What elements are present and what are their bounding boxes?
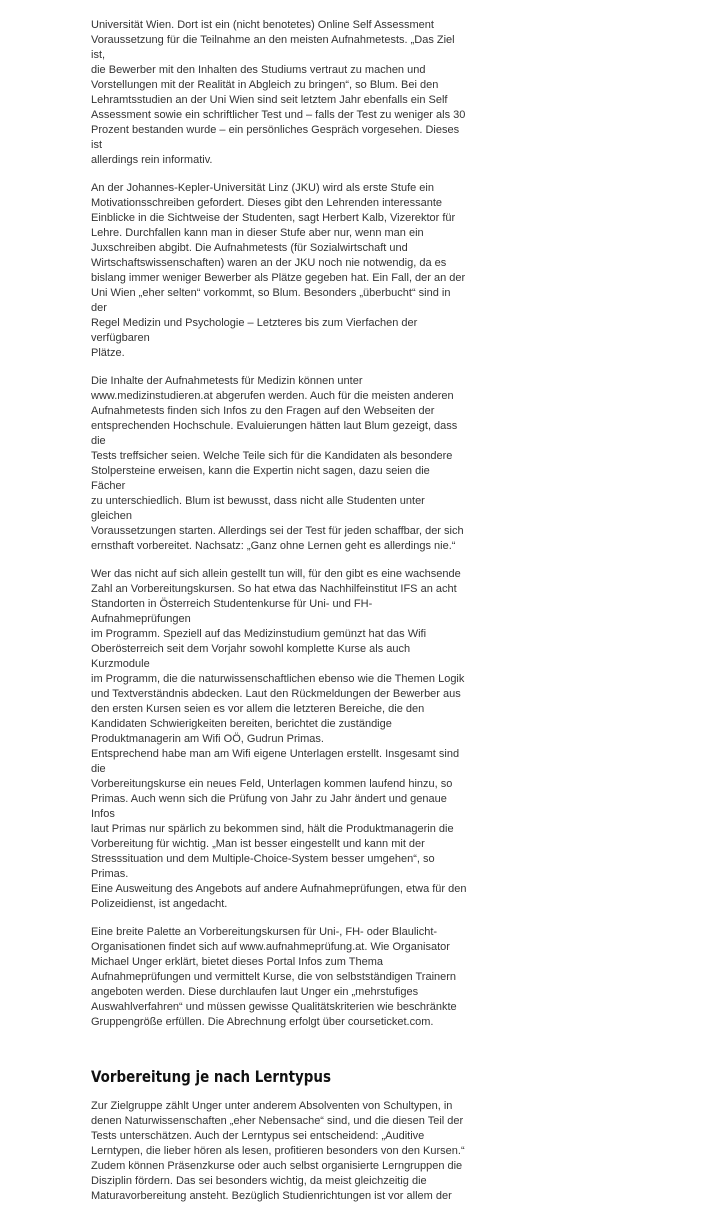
- paragraph-medizin-tests: Die Inhalte der Aufnahmetests für Medizin können unter www.medizinstudieren.at abgerufen werden. Auch für die meisten anderen Aufnahmetests finden sich Infos zu den Fragen auf den Webseiten der entsprechenden Hochschule. Evaluierungen hätten laut Blum gezeigt, dass die Tests treffsicher seien. Welche Teile sich für die Kandidaten als besondere Stolpersteine erweisen, kann die Expertin nicht sagen, dazu seien die Fächer zu unterschiedlich. Blum ist bewusst, dass nicht alle Studenten unter gleichen Voraussetzungen starten. Allerdings sei der Test für jeden schaffbar, der sich ernsthaft vorbereitet. Nachsatz: „Ganz ohne Lernen geht es allerdings nie.“: [91, 375, 464, 552]
- article-body: [91, 18, 467, 1217]
- paragraph-vorbereitungskurse: Wer das nicht auf sich allein gestellt tun will, für den gibt es eine wachsende Zahl an Vorbereitungskursen. So hat etwa das Nachhilfeinstitut IFS an acht Standorten in Österreich Studentenkurse für Uni- und FH-Aufnahmeprüfungen im Programm. Speziell auf das Medizinstudium gemünzt hat das Wifi Oberösterreich seit dem Vorjahr sowohl komplette Kurse als auch Kurzmodule im Programm, die die naturwissenschaftlichen ebenso wie die Themen Logik und Textverständnis abdecken. Laut den Rückmeldungen der Bewerber aus den ersten Kursen seien es vor allem die letzteren Bereiche, die den Kandidaten Schwierigkeiten bereiten, berichtet die zuständige Produktmanagerin am Wifi OÖ, Gudrun Primas.: [91, 568, 465, 745]
- section-heading: Vorbereitung je nach Lerntypus: [91, 1067, 331, 1086]
- paragraph-wifi-unterlagen: Entsprechend habe man am Wifi eigene Unterlagen erstellt. Insgesamt sind die Vorbereitungskurse ein neues Feld, Unterlagen kommen laufend hinzu, so Primas. Auch wenn sich die Prüfung von Jahr zu Jahr ändert und genaue Infos laut Primas nur spärlich zu bekommen sind, hält die Produktmanagerin die Vorbereitung für wichtig. „Man ist besser eingestellt und kann mit der Stresssituation und dem Multiple-Choice-System besser umgehen“, so Primas. Eine Ausweitung des Angebots auf andere Aufnahmeprüfungen, etwa für den Polizeidienst, ist angedacht.: [91, 748, 467, 910]
- paragraph-aufnahmepruefung-portal: Eine breite Palette an Vorbereitungskursen für Uni-, FH- oder Blaulicht- Organisationen findet sich auf www.aufnahmeprüfung.at. Wie Organisator Michael Unger erklärt, bietet dieses Portal Infos zum Thema Aufnahmeprüfungen und vermittelt Kurse, die von selbstständigen Trainern angeboten werden. Diese durchlaufen laut Unger ein „mehrstufiges Auswahlverfahren“ und müssen gewisse Qualitätskriterien wie beschränkte Gruppengröße erfüllen. Die Abrechnung erfolgt über courseticket.com.: [91, 926, 457, 1028]
- paragraph-zielgruppe: Zur Zielgruppe zählt Unger unter anderem Absolventen von Schultypen, in denen Naturwissenschaften „eher Nebensache“ sind, und die diesen Teil der Tests unterschätzen. Auch der Lerntypus sei entscheidend: „Auditive Lerntypen, die lieber hören als lesen, profitieren besonders von den Kursen.“ Zudem können Präsenzkurse oder auch selbst organisierte Lerngruppen die Disziplin fördern. Das sei besonders wichtig, da meist gleichzeitig die Maturavorbereitung ansteht. Bezüglich Studienrichtungen ist vor allem der: [91, 1100, 465, 1202]
- paragraph-uni-wien: Universität Wien. Dort ist ein (nicht benotetes) Online Self Assessment Voraussetzung für die Teilnahme an den meisten Aufnahmetests. „Das Ziel ist, die Bewerber mit den Inhalten des Studiums vertraut zu machen und Vorstellungen mit der Realität in Abgleich zu bringen“, so Blum. Bei den Lehramtsstudien an der Uni Wien sind seit letztem Jahr ebenfalls ein Self Assessment sowie ein schriftlicher Test und – falls der Test zu weniger als 30 Prozent bestanden wurde – ein persönliches Gespräch vorgesehen. Dieses ist allerdings rein informativ.: [91, 19, 466, 166]
- paragraph-jku-linz: An der Johannes-Kepler-Universität Linz (JKU) wird als erste Stufe ein Motivationsschreiben gefordert. Dieses gibt den Lehrenden interessante Einblicke in die Sichtweise der Studenten, sagt Herbert Kalb, Vizerektor für Lehre. Durchfallen kann man in dieser Stufe aber nur, wenn man ein Juxschreiben abgibt. Die Aufnahmetests (für Sozialwirtschaft und Wirtschaftswissenschaften) waren an der JKU noch nie notwendig, da es bislang immer weniger Bewerber als Plätze gegeben hat. Ein Fall, der an der Uni Wien „eher selten“ vorkommt, so Blum. Besonders „überbucht“ sind in der Regel Medizin und Psychologie – Letzteres bis zum Vierfachen der verfügbaren Plätze.: [91, 182, 466, 359]
